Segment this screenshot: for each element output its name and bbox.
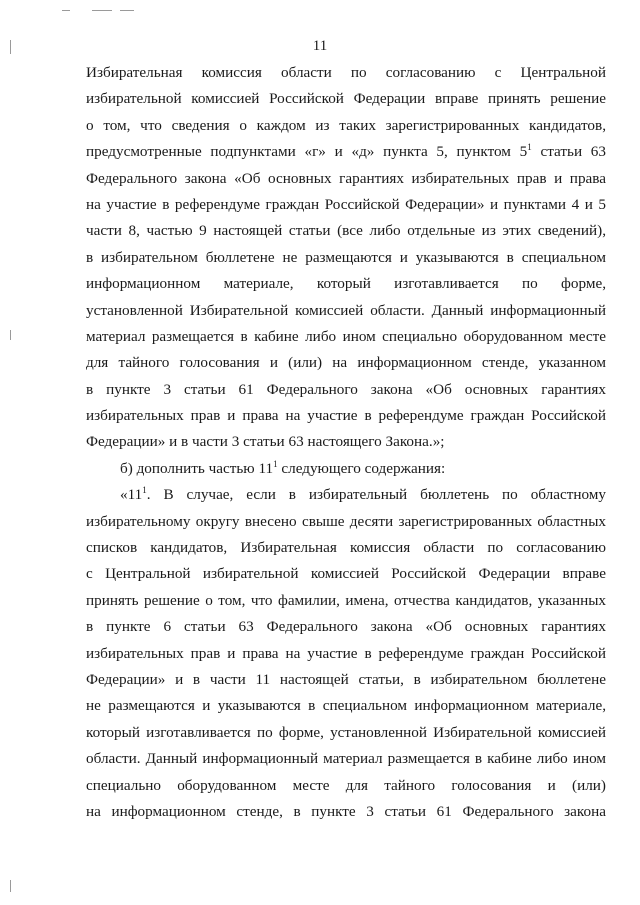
text-line xyxy=(86,482,606,508)
text-segment: избирательных прав и права на участие в референдуме граждан Российской xyxy=(86,407,606,425)
text-line xyxy=(86,113,606,139)
text-line xyxy=(86,720,606,746)
text-line xyxy=(86,218,606,244)
text-segment: в пункте 6 статьи 63 Федерального закона «Об основных гарантиях xyxy=(86,618,606,636)
superscript: 1 xyxy=(142,485,147,496)
text-segment: избирательной комиссией Российской Федерации вправе принять решение xyxy=(86,90,606,108)
text-segment: материал размещается в кабине либо ином специально оборудованном месте xyxy=(86,327,606,345)
scan-artifact xyxy=(62,10,70,11)
text-segment: информационном материале, который изготавливается по форме, xyxy=(86,275,606,293)
text-segment: на информационном стенде, в пункте 3 статьи 61 Федерального закона xyxy=(86,802,606,820)
text-segment: не размещаются и указываются в специальном информационном материале, xyxy=(86,697,606,715)
text-line xyxy=(86,693,606,719)
text-line xyxy=(86,350,606,376)
text-line xyxy=(86,192,606,218)
superscript: 1 xyxy=(273,458,278,469)
text-segment: Федерации» и в части 3 статьи 63 настоящего Закона.»; xyxy=(86,433,445,451)
text-segment: части 8, частью 9 настоящей статьи (все либо отдельные из этих сведений), xyxy=(86,222,606,240)
text-line xyxy=(86,245,606,271)
text-segment: Избирательная комиссия области по согласованию с Центральной xyxy=(86,64,606,81)
text-line xyxy=(86,86,606,112)
text-segment: с Центральной избирательной комиссией Российской Федерации вправе xyxy=(86,565,606,583)
text-line xyxy=(86,403,606,429)
text-segment: избирательных прав и права на участие в референдуме граждан Российской xyxy=(86,644,606,662)
text-line xyxy=(86,271,606,297)
page-number: 11 xyxy=(312,38,328,54)
text-segment: . В случае, если в избирательный бюллетень по областному xyxy=(146,486,606,504)
document-body xyxy=(86,60,606,825)
text-line xyxy=(86,456,606,482)
text-line xyxy=(86,667,606,693)
scan-artifact xyxy=(120,10,134,11)
text-segment: Федерации» и в части 11 настоящей статьи, в избирательном бюллетене xyxy=(86,670,606,688)
text-segment: установленной Избирательной комиссией области. Данный информационный xyxy=(86,301,606,319)
text-segment: области. Данный информационный материал размещается в кабине либо ином xyxy=(86,750,606,768)
text-segment: в пункте 3 статьи 61 Федерального закона «Об основных гарантиях xyxy=(86,380,606,398)
text-segment: статьи 63 xyxy=(531,143,606,161)
superscript: 1 xyxy=(527,142,532,153)
text-line xyxy=(86,509,606,535)
text-segment: на участие в референдуме граждан Российской Федерации» и пунктами 4 и 5 xyxy=(86,195,606,213)
text-line xyxy=(86,298,606,324)
text-segment: Федерального закона «Об основных гарантиях избирательных прав и права xyxy=(86,169,606,187)
scan-artifact xyxy=(10,330,11,340)
text-line xyxy=(86,588,606,614)
text-line xyxy=(86,641,606,667)
text-segment: который изготавливается по форме, установленной Избирательной комиссией xyxy=(86,723,606,741)
text-line xyxy=(86,773,606,799)
text-segment: специально оборудованном месте для тайного голосования и (или) xyxy=(86,776,606,794)
text-segment: б) дополнить частью 11 xyxy=(120,459,274,477)
text-segment: принять решение о том, что фамилии, имена, отчества кандидатов, указанных xyxy=(86,591,606,609)
text-line xyxy=(86,166,606,192)
text-line xyxy=(86,429,606,455)
text-segment: о том, что сведения о каждом из таких зарегистрированных кандидатов, xyxy=(86,116,606,134)
text-line xyxy=(86,535,606,561)
text-line xyxy=(86,324,606,350)
text-line xyxy=(86,746,606,772)
text-line xyxy=(86,377,606,403)
text-line xyxy=(86,60,606,86)
text-segment: следующего содержания: xyxy=(277,459,446,477)
scan-artifact xyxy=(10,880,11,892)
text-segment: избирательному округу внесено свыше десяти зарегистрированных областных xyxy=(86,512,606,530)
text-line xyxy=(86,139,606,165)
text-segment: для тайного голосования и (или) на информационном стенде, указанном xyxy=(86,354,606,372)
text-segment: «11 xyxy=(120,486,143,504)
text-line xyxy=(86,799,606,825)
text-segment: в избирательном бюллетене не размещаются и указываются в специальном xyxy=(86,248,606,266)
text-segment: предусмотренные подпунктами «г» и «д» пункта 5, пунктом 5 xyxy=(86,143,528,161)
text-line xyxy=(86,614,606,640)
text-line xyxy=(86,561,606,587)
text-segment: списков кандидатов, Избирательная комиссия области по согласованию xyxy=(86,539,606,557)
scan-artifact xyxy=(92,10,112,11)
